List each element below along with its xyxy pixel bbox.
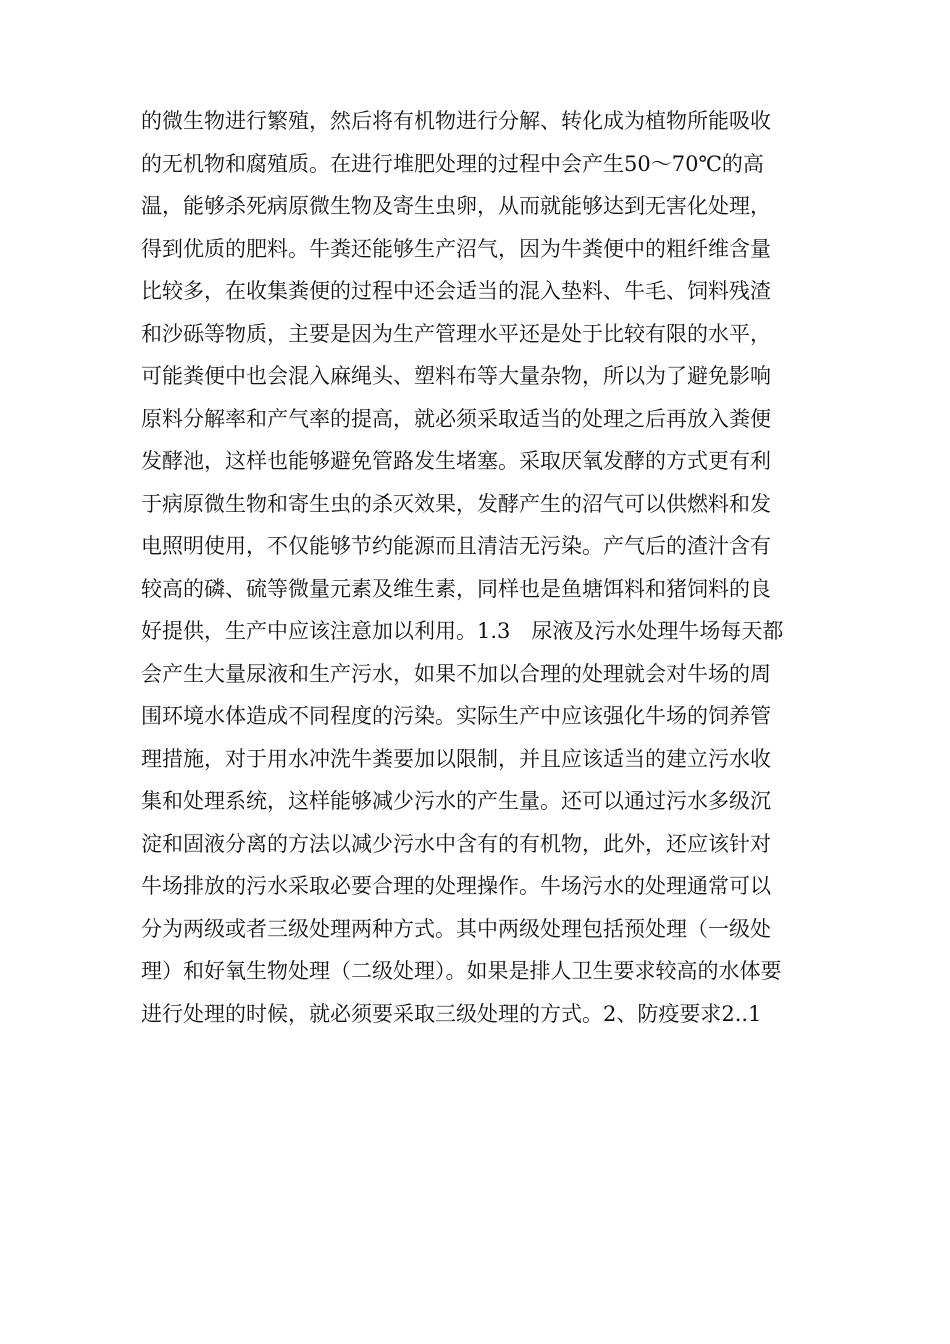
text-line-4: 得到优质的肥料。牛粪还能够生产沼气，因为牛粪便中的粗纤维含量: [141, 236, 771, 261]
text-line-13: 好提供，生产中应该注意加以利用。1.3 尿液及污水处理牛场每天都: [141, 619, 784, 643]
body-text: [141, 100, 821, 1035]
text-line-8: 原料分解率和产气率的提高，就必须采取适当的处理之后再放入粪便: [141, 406, 771, 431]
text-line-16: 理措施，对于用水冲洗牛粪要加以限制，并且应该适当的建立污水收: [141, 746, 771, 771]
text-line-19: 牛场排放的污水采取必要合理的处理操作。牛场污水的处理通常可以: [141, 874, 771, 898]
text-line-22: 进行处理的时候，就必须要采取三级处理的方式。2、防疫要求2..1: [141, 1001, 762, 1026]
text-line-14: 会产生大量尿液和生产污水，如果不加以合理的处理就会对牛场的周: [141, 661, 771, 686]
text-line-18: 淀和固液分离的方法以减少污水中含有的有机物，此外，还应该针对: [141, 831, 771, 856]
text-line-12: 较高的磷、硫等微量元素及维生素，同样也是鱼塘饵料和猪饲料的良: [141, 576, 771, 601]
text-line-9: 发酵池，这样也能够避免管路发生堵塞。采取厌氧发酵的方式更有利: [141, 449, 771, 473]
text-line-11: 电照明使用，不仅能够节约能源而且清洁无污染。产气后的渣汁含有: [141, 534, 771, 558]
text-line-6: 和沙砾等物质，主要是因为生产管理水平还是处于比较有限的水平，: [141, 321, 771, 346]
text-line-21: 理）和好氧生物处理（二级处理）。如果是排人卫生要求较高的水体要: [141, 959, 782, 983]
text-line-1: 的微生物进行繁殖，然后将有机物进行分解、转化成为植物所能吸收: [141, 109, 771, 133]
text-line-2: 的无机物和腐殖质。在进行堆肥处理的过程中会产生50～70℃的高: [141, 151, 764, 176]
text-line-20: 分为两级或者三级处理两种方式。其中两级处理包括预处理（一级处: [141, 916, 771, 941]
text-line-7: 可能粪便中也会混入麻绳头、塑料布等大量杂物，所以为了避免影响: [141, 364, 771, 388]
text-line-10: 于病原微生物和寄生虫的杀灭效果，发酵产生的沼气可以供燃料和发: [141, 491, 771, 516]
text-line-17: 集和处理系统，这样能够减少污水的产生量。还可以通过污水多级沉: [141, 789, 771, 813]
text-line-5: 比较多，在收集粪便的过程中还会适当的混入垫料、牛毛、饲料残渣: [141, 279, 771, 303]
text-line-3: 温，能够杀死病原微生物及寄生虫卵，从而就能够达到无害化处理，: [141, 194, 771, 218]
text-line-15: 围环境水体造成不同程度的污染。实际生产中应该强化牛场的饲养管: [141, 704, 771, 728]
